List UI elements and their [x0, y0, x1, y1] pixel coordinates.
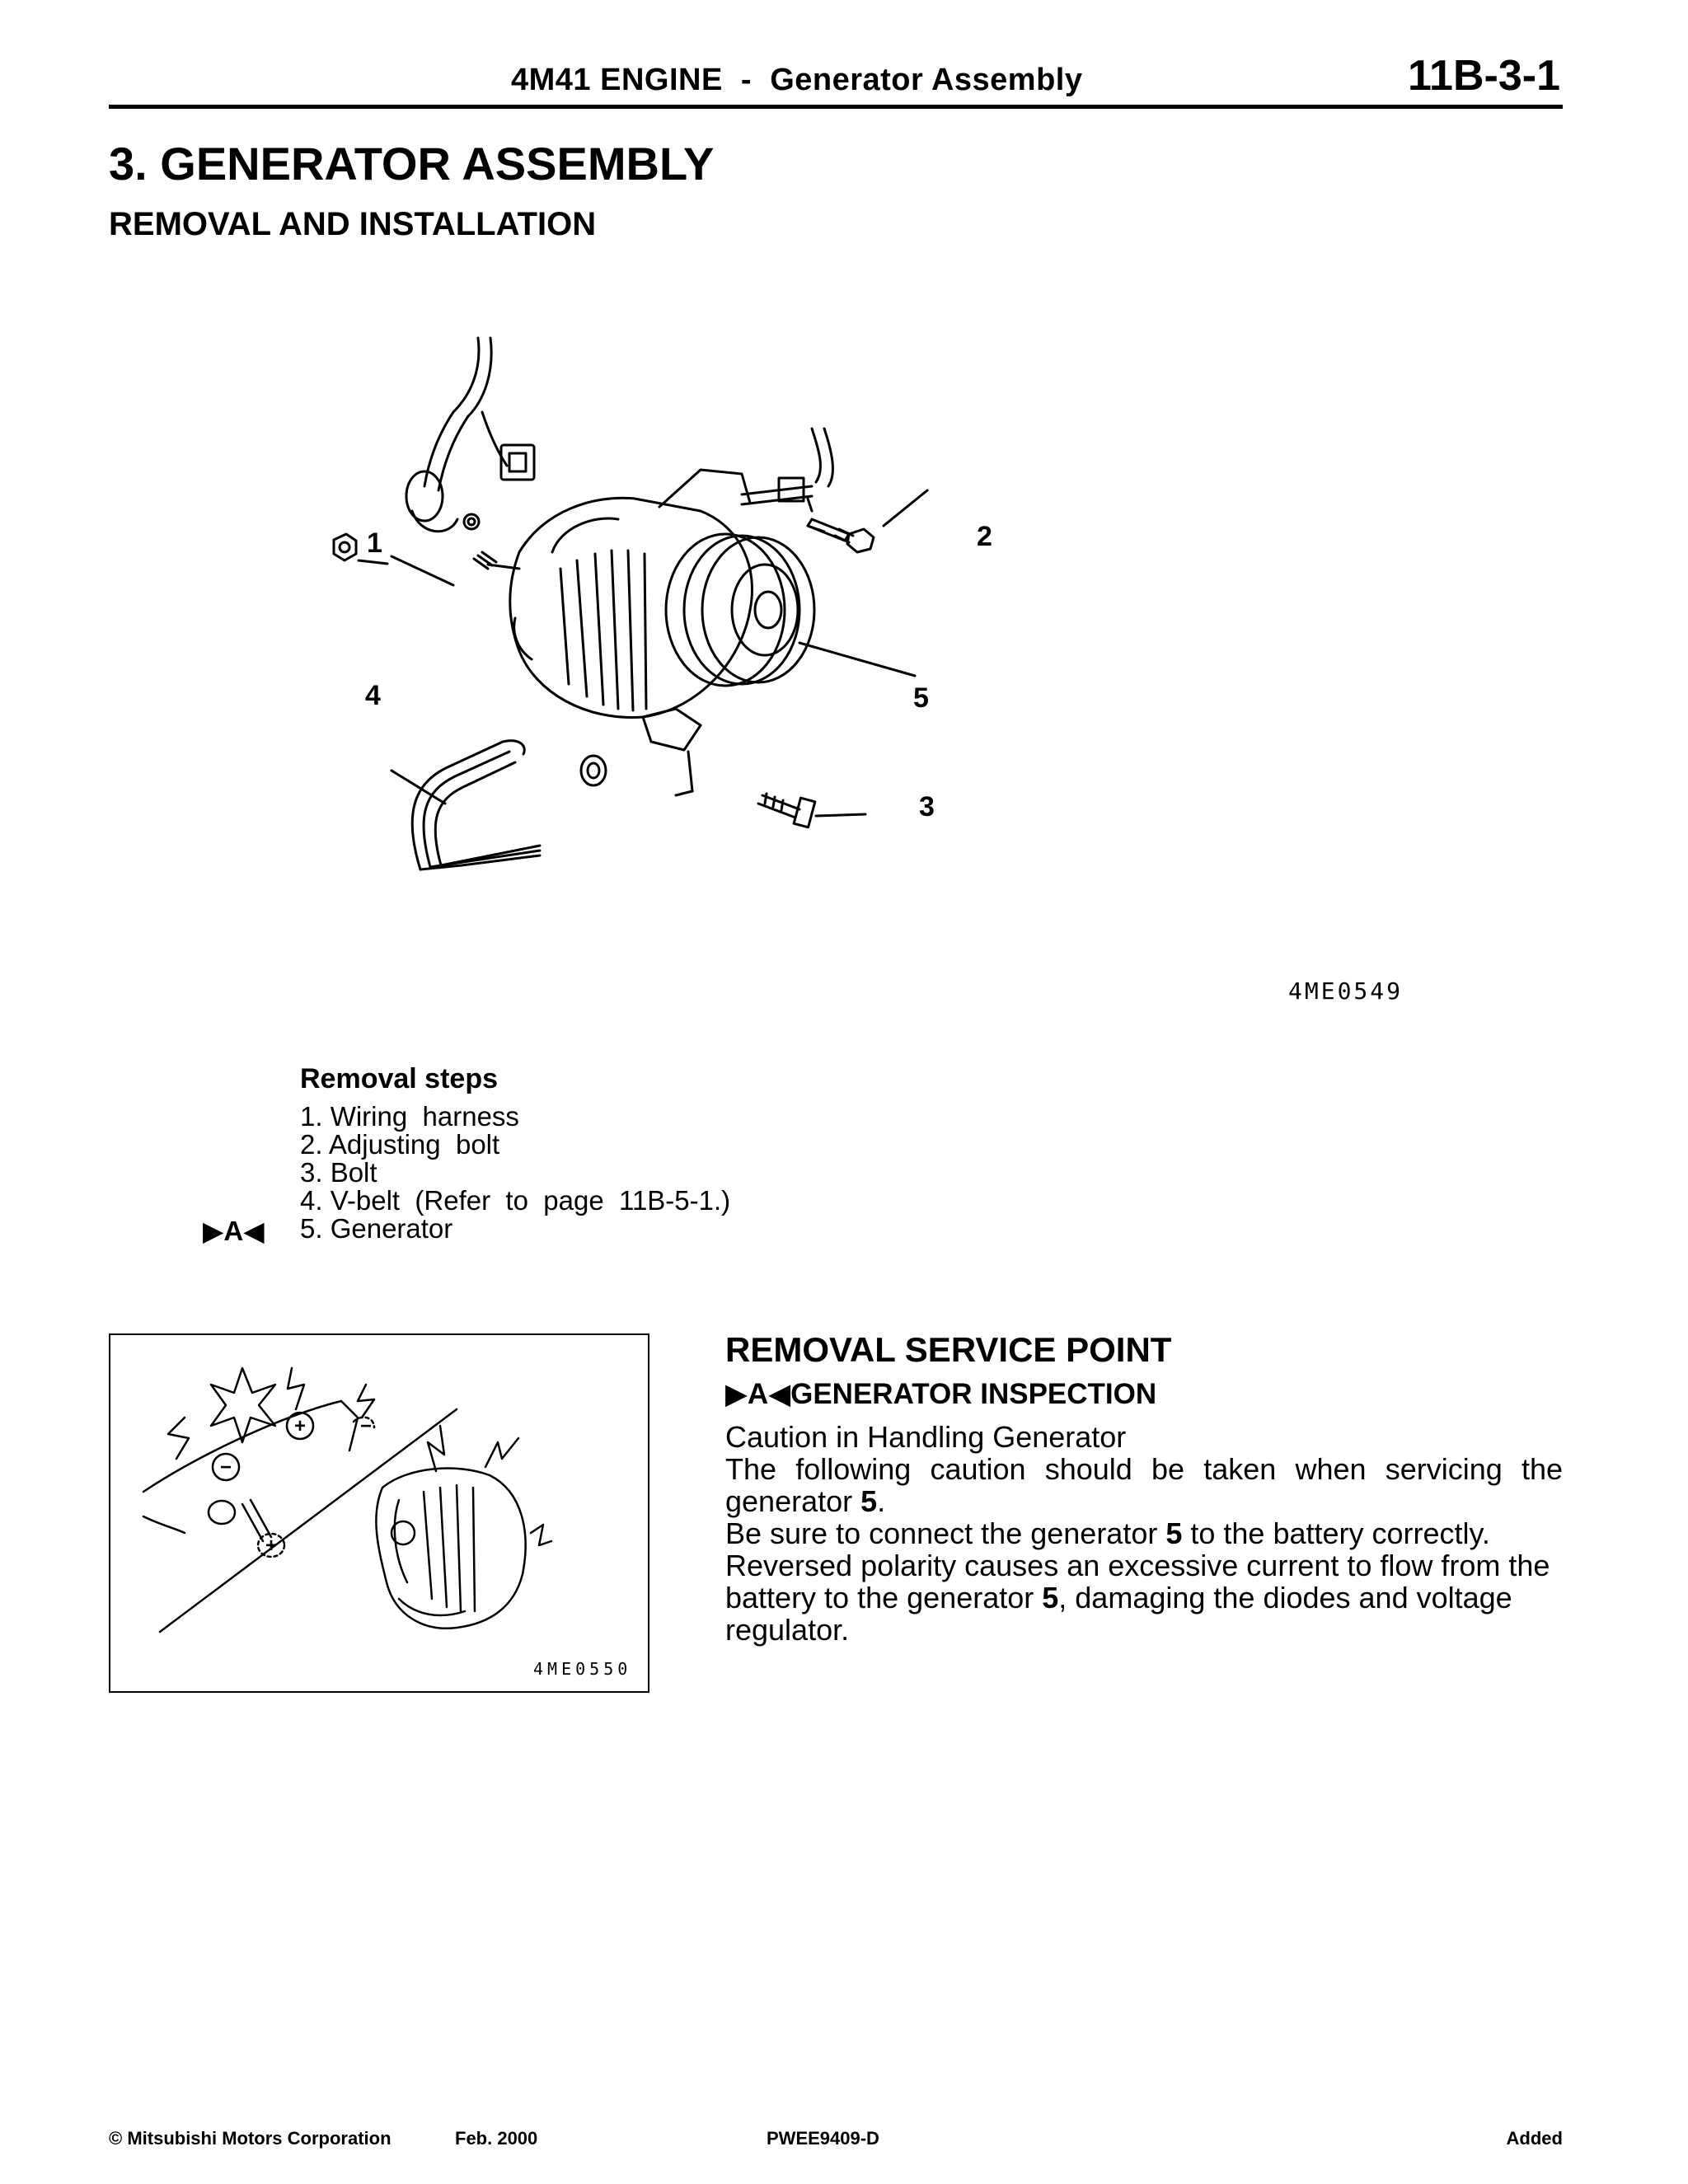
- positive-symbol: +: [265, 1535, 278, 1557]
- negative-symbol: −: [359, 1415, 373, 1437]
- list-item: 3. Bolt: [300, 1157, 377, 1188]
- service-point-marker: ▶A◀: [725, 1378, 791, 1410]
- footer-copyright: © Mitsubishi Motors Corporation: [109, 2128, 392, 2149]
- figure-code-inset: 4ME0550: [533, 1659, 632, 1679]
- service-point-marker-step5: ▶A◀: [203, 1216, 265, 1246]
- polarity-paragraph: Be sure to connect the generator 5 to the battery correctly. Reversed polarity causes an excessive current to flow from the battery to the generator 5, damaging the diodes and voltage regulator.: [725, 1516, 1550, 1647]
- generator-inspection-label: GENERATOR INSPECTION: [790, 1378, 1157, 1410]
- callout-2: 2: [977, 521, 992, 552]
- nut-lower-drawing: [581, 756, 606, 785]
- callout-4: 4: [365, 680, 381, 711]
- spark-icon: [168, 1368, 374, 1459]
- positive-symbol: +: [293, 1415, 307, 1437]
- generator-drawing: [474, 429, 832, 795]
- generator-inspection-heading: [725, 1378, 1156, 1411]
- section-subtitle: REMOVAL AND INSTALLATION: [109, 206, 597, 242]
- removal-steps-list: [300, 1103, 730, 1243]
- list-item: 5. Generator: [300, 1213, 453, 1244]
- removal-service-point-title: REMOVAL SERVICE POINT: [725, 1330, 1172, 1369]
- callout-5: 5: [913, 682, 929, 714]
- v-belt-drawing: [392, 741, 540, 869]
- page-number: 11B-3-1: [1408, 52, 1560, 100]
- list-item: 4. V-belt (Refer to page 11B-5-1.): [300, 1185, 731, 1216]
- service-point-body: [725, 1421, 1563, 1646]
- section-title: 3. GENERATOR ASSEMBLY: [109, 138, 715, 190]
- footer-date: Feb. 2000: [455, 2128, 538, 2149]
- running-header-title: 4M41 ENGINE - Generator Assembly: [511, 63, 1083, 97]
- wiring-harness-drawing: [406, 338, 534, 532]
- callout-3: 3: [919, 791, 935, 823]
- list-item: 1. Wiring harness: [300, 1101, 519, 1132]
- footer-doc-code: PWEE9409-D: [767, 2128, 879, 2149]
- polarity-caution-illustration: [109, 1333, 649, 1693]
- generator-exploded-diagram: [313, 321, 1137, 948]
- adjusting-bolt-drawing: [808, 490, 927, 552]
- caution-paragraph: The following caution should be taken when servicing the generator 5.: [725, 1452, 1563, 1518]
- figure-code-main: 4ME0549: [1288, 977, 1404, 1005]
- list-item: 2. Adjusting bolt: [300, 1129, 500, 1160]
- footer-status: Added: [1506, 2128, 1563, 2149]
- callout-1: 1: [367, 527, 382, 559]
- header-rule: [109, 105, 1563, 109]
- caution-heading: Caution in Handling Generator: [725, 1420, 1127, 1454]
- removal-steps-title: Removal steps: [300, 1063, 498, 1094]
- generator-shocked-drawing: [376, 1426, 551, 1629]
- bolt-drawing: [758, 794, 865, 827]
- negative-symbol: −: [219, 1456, 232, 1479]
- inset-drawing: [110, 1335, 648, 1691]
